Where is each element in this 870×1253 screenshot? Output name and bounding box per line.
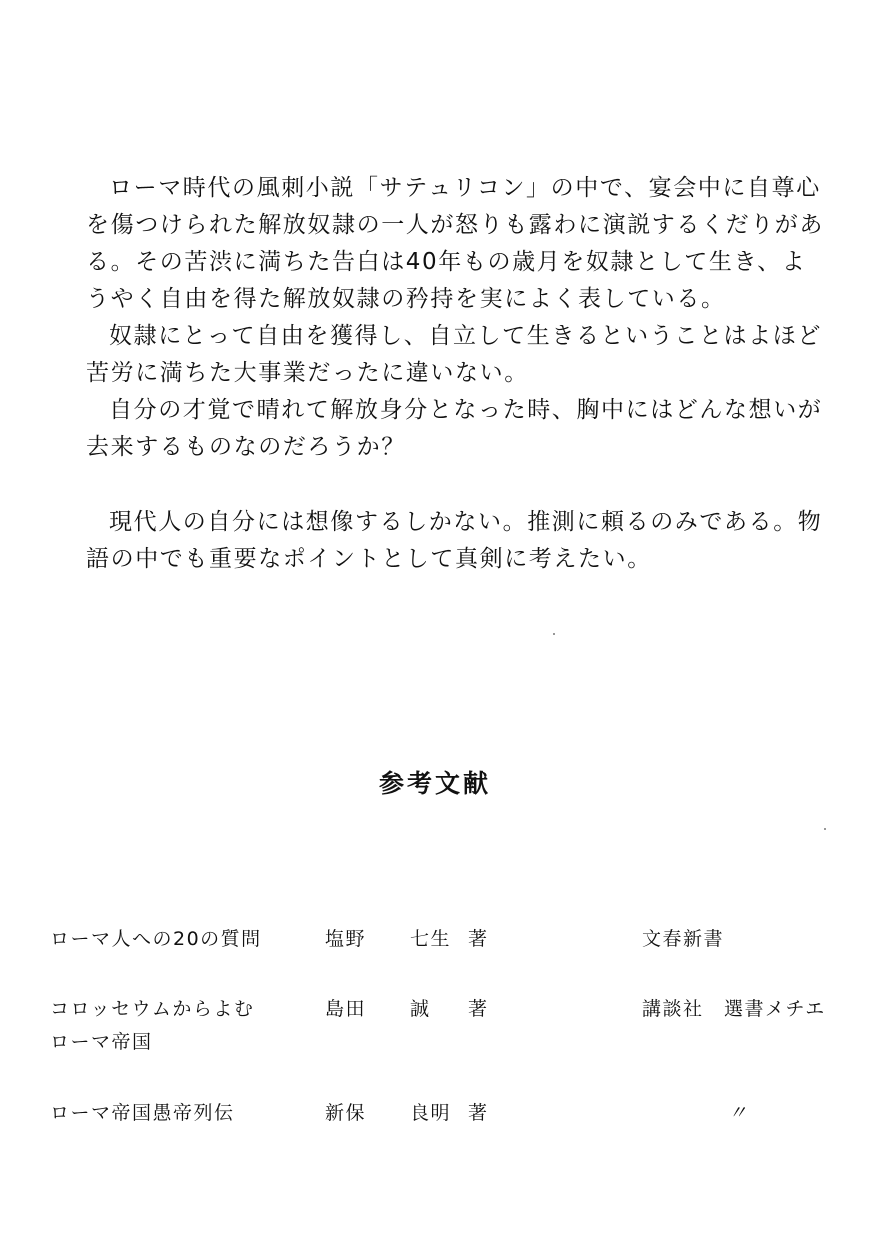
essay-body — [86, 170, 826, 578]
reference-author-given: 七生 — [410, 928, 452, 950]
reference-author-role: 著 — [468, 1102, 489, 1124]
reference-author-family: 島田 — [325, 998, 367, 1020]
paragraph-gap — [86, 466, 826, 504]
reference-title-line: ローマ人への20の質問 — [50, 928, 262, 950]
reference-publisher-ditto-mark: 〃 — [728, 1102, 749, 1124]
reference-author-given: 誠 — [410, 998, 431, 1020]
reference-publisher: 文春新書 — [642, 928, 725, 950]
paragraph-satyricon: ローマ時代の風刺小説「サテュリコン」の中で、宴会中に自尊心を傷つけられた解放奴隷の一人が怒りも露わに演説するくだりがある。その苦渋に満ちた告白は40年もの歳月を奴隷として生き、ようやく自由を得た解放奴隷の矜持を実によく表している。 — [86, 175, 824, 312]
reference-author-family: 塩野 — [325, 928, 367, 950]
reference-title — [50, 923, 290, 956]
scan-speck — [553, 633, 555, 635]
reference-title-line: コロッセウムからよむ — [50, 998, 255, 1020]
reference-title-line: ローマ帝国 — [50, 1031, 153, 1053]
reference-title — [50, 1097, 290, 1130]
reference-author-given: 良明 — [410, 1102, 452, 1124]
paragraph-freedom-struggle: 奴隷にとって自由を獲得し、自立して生きるということはよほど苦労に満ちた大事業だったに違いない。 — [86, 323, 822, 386]
reference-author-role: 著 — [468, 928, 489, 950]
reference-publisher: 講談社 選書メチエ — [642, 998, 826, 1020]
reference-author-family: 新保 — [325, 1102, 367, 1124]
scan-speck — [824, 828, 826, 830]
reference-title-line: ローマ帝国愚帝列伝 — [50, 1102, 235, 1124]
paragraph-modern-reflection: 現代人の自分には想像するしかない。推測に頼るのみである。物語の中でも重要なポイントとして真剣に考えたい。 — [86, 509, 823, 572]
references-heading: 参考文献 — [378, 769, 491, 798]
reference-author-role: 著 — [468, 998, 489, 1020]
reference-title — [50, 993, 290, 1059]
paragraph-liberation-feelings: 自分の才覚で晴れて解放身分となった時、胸中にはどんな想いが去来するものなのだろうか？ — [86, 397, 823, 460]
